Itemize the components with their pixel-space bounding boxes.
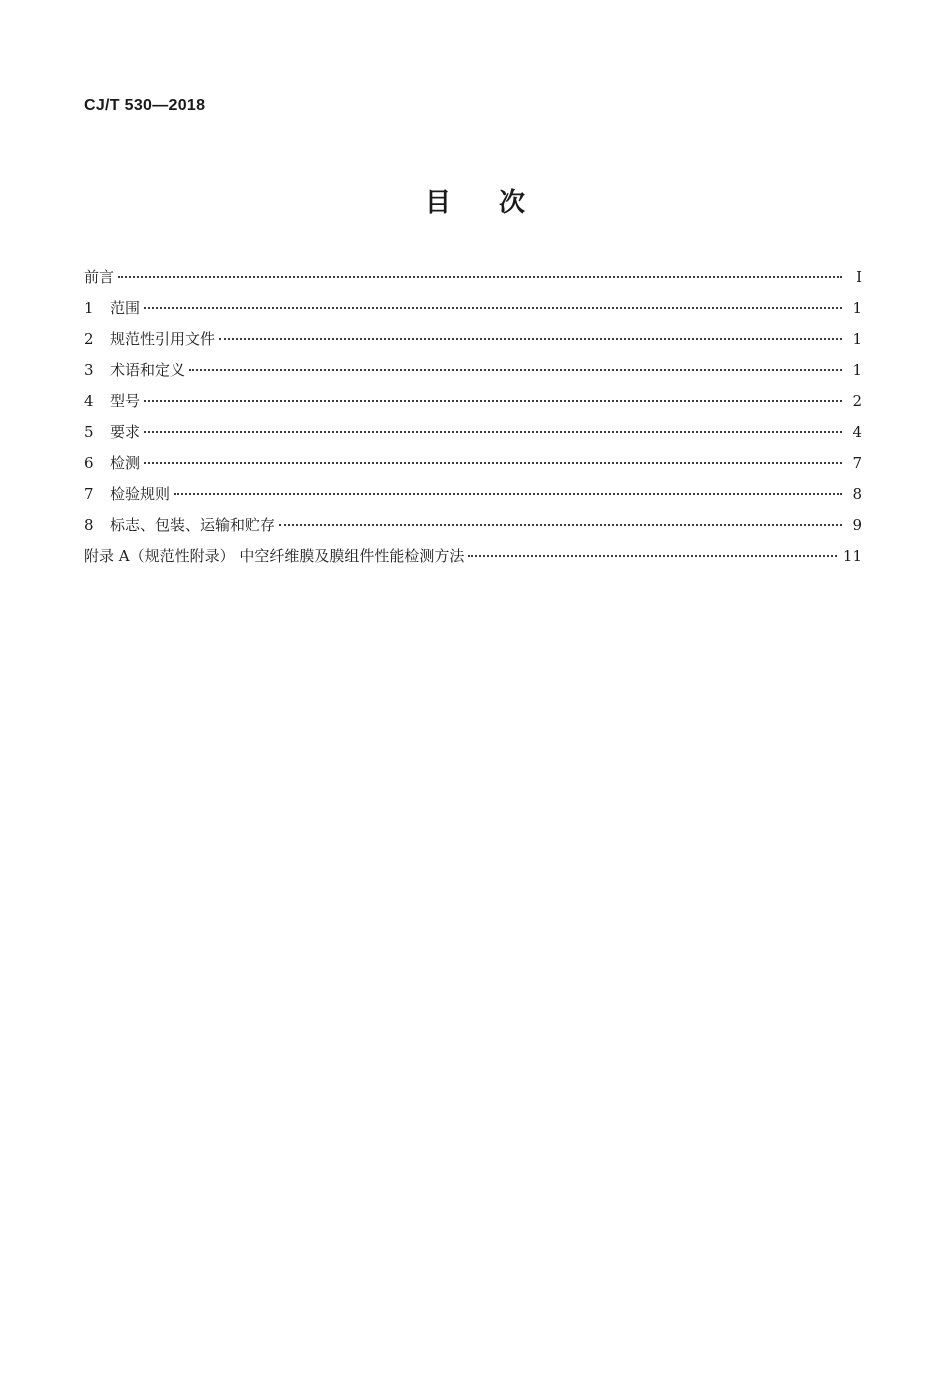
table-of-contents: [84, 266, 862, 576]
toc-entry-page: 1: [852, 299, 862, 317]
toc-leader-dots: [219, 338, 842, 340]
toc-leader-dots: [144, 400, 842, 402]
toc-entry-5[interactable]: [84, 421, 862, 452]
toc-entry-page: 8: [852, 485, 862, 503]
toc-entry-3[interactable]: [84, 359, 862, 390]
toc-leader-dots: [144, 462, 842, 464]
toc-leader-dots: [279, 524, 842, 526]
toc-entry-label: 检测: [110, 454, 141, 472]
toc-entry-number: 4: [84, 392, 94, 410]
toc-entry-page: 1: [852, 330, 862, 348]
toc-entry-page: 2: [852, 392, 862, 410]
page-title: 目次: [424, 188, 573, 218]
toc-entry-label: 型号: [110, 392, 141, 410]
toc-entry-page: 7: [852, 454, 862, 472]
toc-entry-6[interactable]: [84, 452, 862, 483]
toc-entry-8[interactable]: [84, 514, 862, 545]
toc-entry-2[interactable]: [84, 328, 862, 359]
toc-entry-1[interactable]: [84, 297, 862, 328]
document-code: CJ/T 530—2018: [84, 97, 206, 114]
toc-entry-label: 检验规则: [110, 485, 171, 503]
toc-entry-appendix-a[interactable]: [84, 545, 862, 576]
toc-leader-dots: [144, 431, 842, 433]
toc-leader-dots: [144, 307, 842, 309]
toc-leader-dots: [189, 369, 842, 371]
toc-entry-page: 11: [842, 547, 862, 565]
toc-entry-page: Ⅰ: [856, 268, 862, 286]
toc-leader-dots: [118, 276, 842, 278]
toc-entry-page: 1: [852, 361, 862, 379]
toc-entry-7[interactable]: [84, 483, 862, 514]
toc-entry-page: 4: [852, 423, 862, 441]
toc-entry-foreword[interactable]: [84, 266, 862, 297]
toc-entry-number: 8: [84, 516, 94, 534]
toc-entry-label: 标志、包装、运输和贮存: [110, 516, 276, 534]
toc-entry-label: 规范性引用文件: [110, 330, 216, 348]
toc-entry-4[interactable]: [84, 390, 862, 421]
toc-entry-number: 5: [84, 423, 94, 441]
toc-entry-label: 范围: [110, 299, 141, 317]
toc-entry-label: 前言: [84, 268, 115, 286]
toc-entry-label: 要求: [110, 423, 141, 441]
toc-entry-label: 附录 A（规范性附录） 中空纤维膜及膜组件性能检测方法: [84, 547, 465, 565]
toc-entry-page: 9: [852, 516, 862, 534]
toc-entry-number: 2: [84, 330, 94, 348]
toc-entry-number: 7: [84, 485, 94, 503]
toc-leader-dots: [174, 493, 842, 495]
toc-entry-number: 6: [84, 454, 94, 472]
toc-entry-number: 3: [84, 361, 94, 379]
toc-leader-dots: [468, 555, 837, 557]
toc-entry-label: 术语和定义: [110, 361, 186, 379]
toc-entry-number: 1: [84, 299, 94, 317]
